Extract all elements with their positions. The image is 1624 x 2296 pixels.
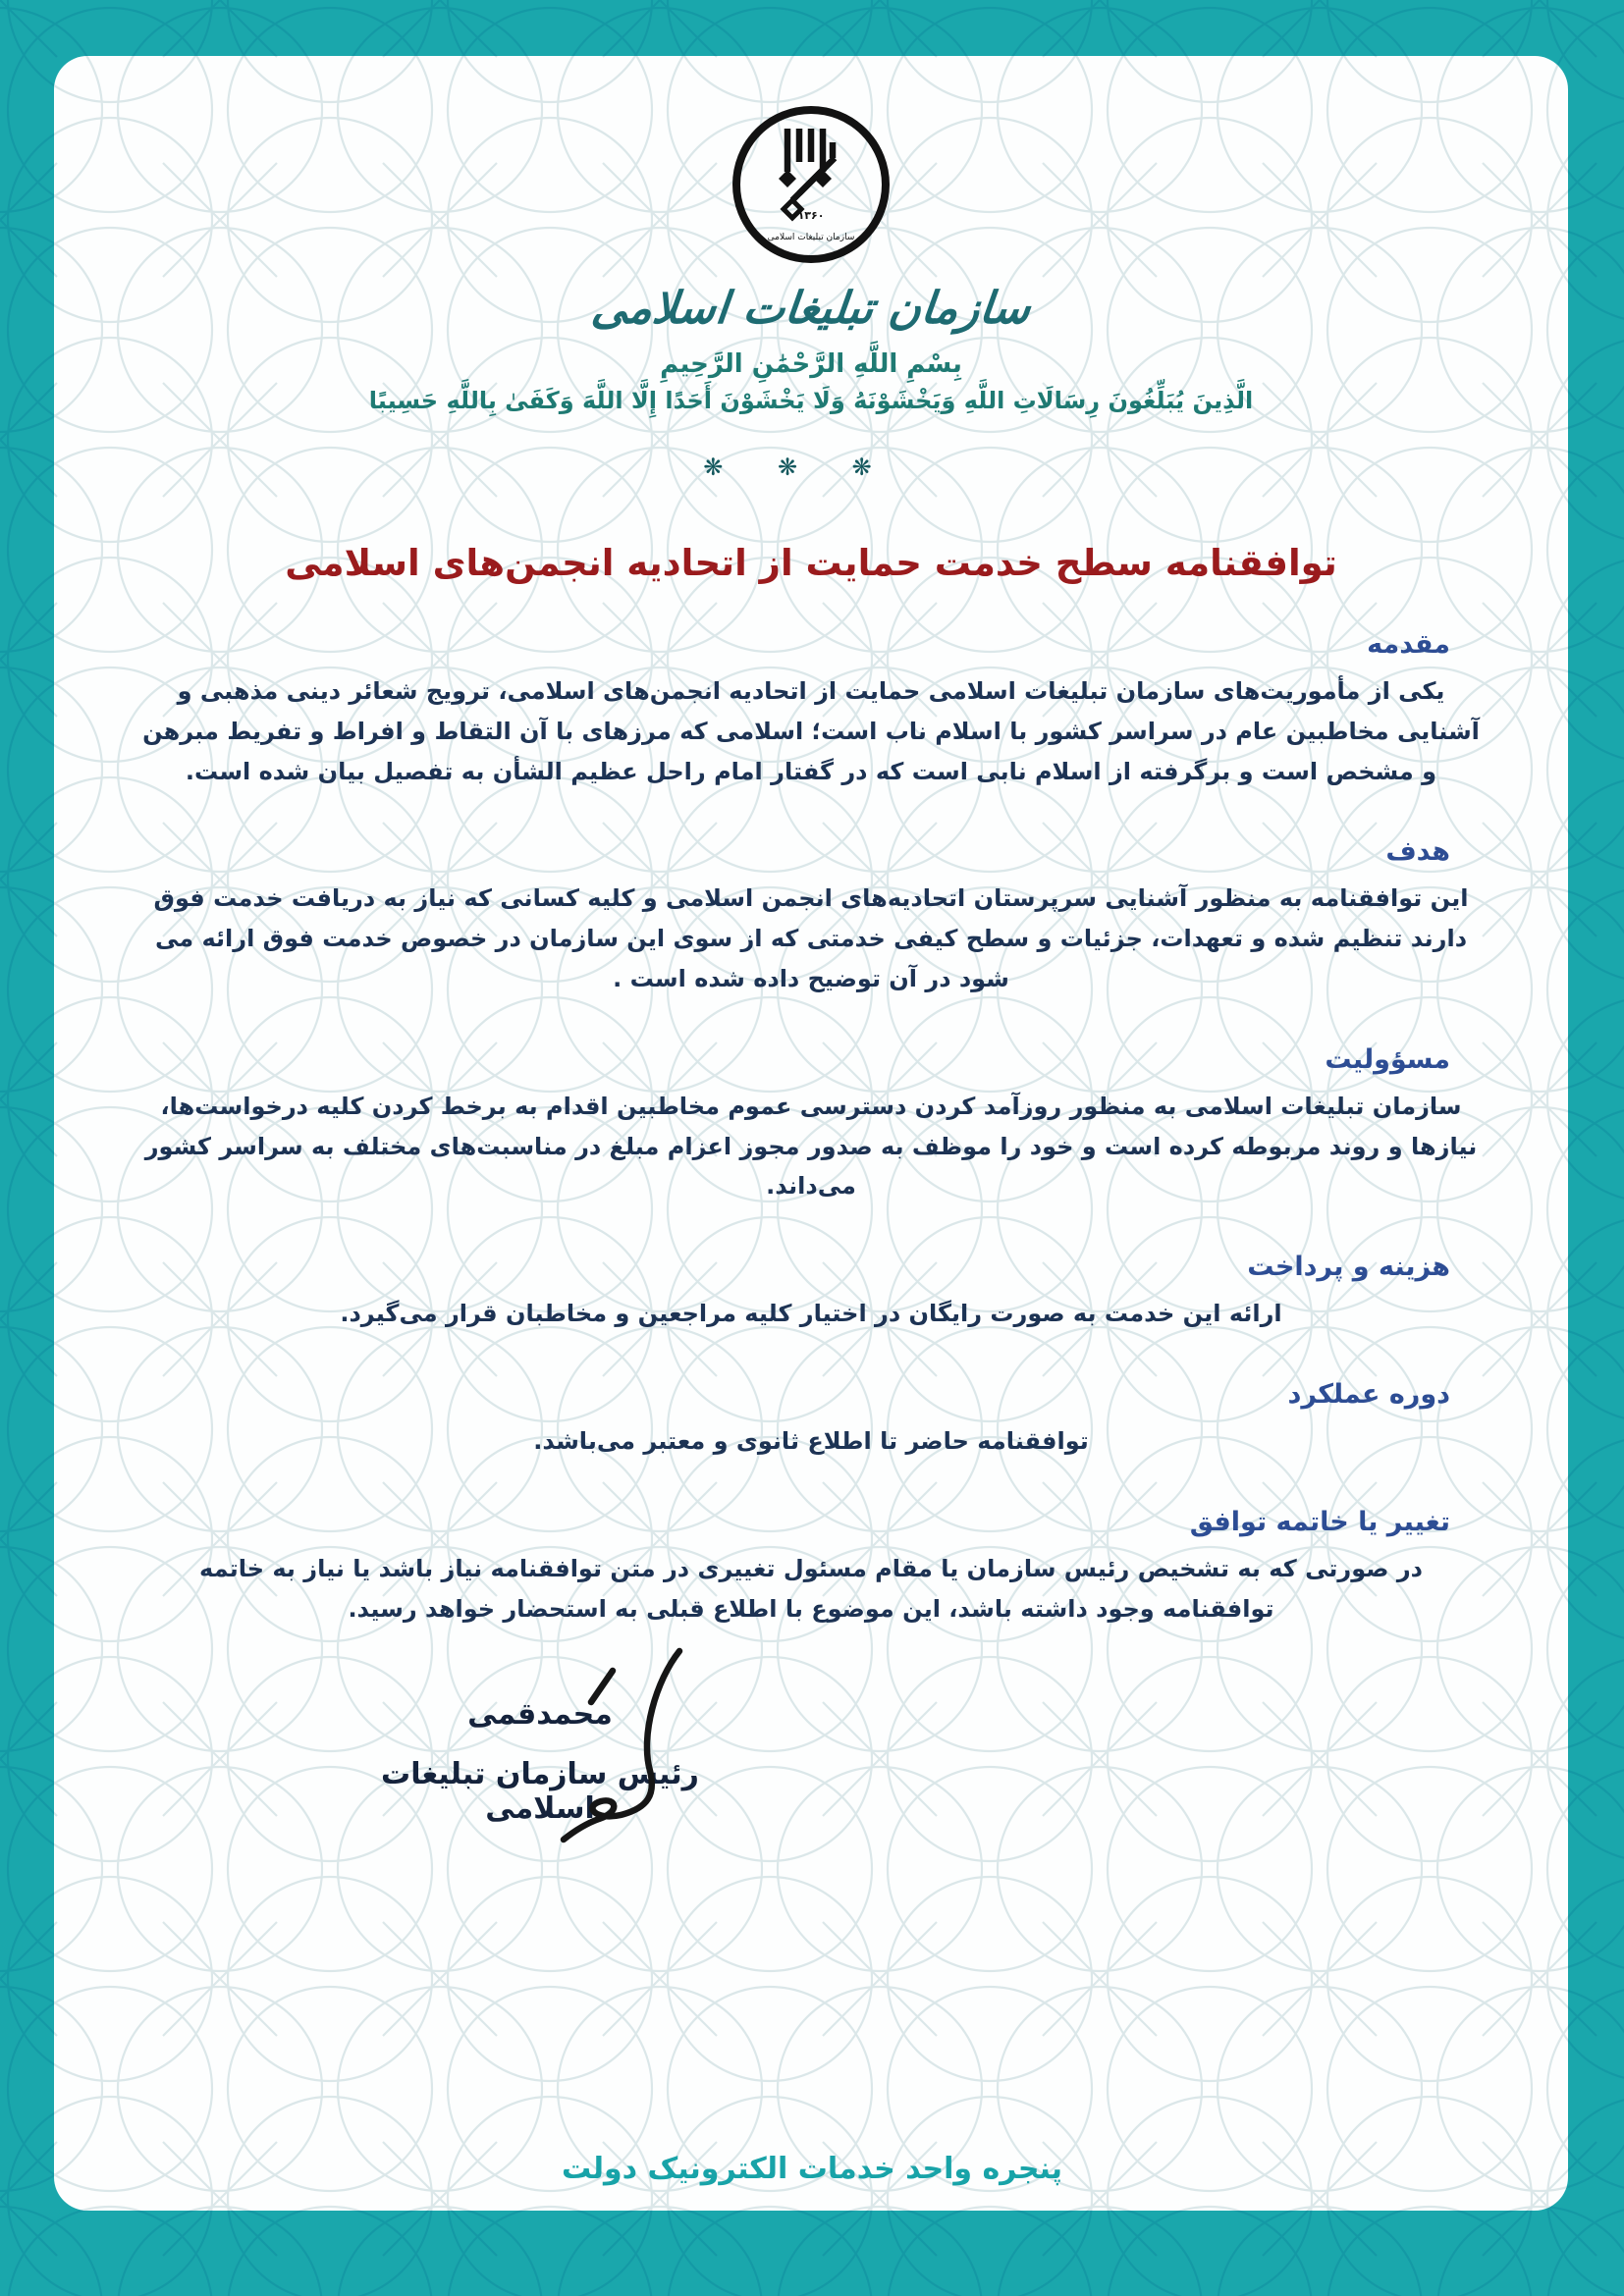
section-heading: تغییر یا خاتمه توافق	[1189, 1506, 1450, 1537]
signatory-name: محمدقمی	[467, 1697, 613, 1733]
handwritten-signature	[569, 1643, 717, 1859]
quran-verse-text: الَّذِينَ يُبَلِّغُونَ رِسَالَاتِ اللَّهِ وَيَخْشَوْنَهُ وَلَا يَخْشَوْنَ أَحَدًا إِلَّا اللَّهَ وَكَفَىٰ بِاللَّهِ حَسِيبًا	[368, 387, 1254, 414]
section-change-termination	[142, 1507, 1480, 1629]
section-heading: هزینه و پرداخت	[1247, 1252, 1450, 1283]
emblem-inner-name: سازمان تبلیغات اسلامی	[767, 233, 855, 242]
section-body: توافقنامه حاضر تا اطلاع ثانوی و معتبر می‌باشد.	[533, 1426, 1089, 1455]
section-cost-payment	[142, 1252, 1480, 1334]
document-content	[54, 56, 1568, 2211]
signature-block	[324, 1697, 756, 1826]
section-body: سازمان تبلیغات اسلامی به منظور روزآمد کردن دسترسی عموم مخاطبین اقدام به برخط کردن کلیه درخواست‌ها، نیازها و روند مربوطه کرده است و خود را موظف به صدور مجوز اعزام مبلغ در مناسبت‌های مختلف به سراسر کشور می‌داند.	[144, 1092, 1478, 1201]
section-heading: هدف	[1385, 836, 1450, 868]
section-introduction	[142, 629, 1480, 791]
section-responsibility	[142, 1044, 1480, 1206]
section-heading: مسؤولیت	[1325, 1043, 1450, 1075]
section-heading: مقدمه	[1367, 629, 1450, 660]
organization-name-calligraphy: سازمان تبلیغات اسلامی	[589, 282, 1033, 334]
document-title: توافقنامه سطح خدمت حمایت از اتحادیه انجمن‌های اسلامی	[285, 542, 1337, 584]
bismillah-text: بِسْمِ اللَّهِ الرَّحْمَٰنِ الرَّحِيمِ	[660, 349, 962, 379]
signatory-title: رئیس سازمان تبلیغات اسلامی	[381, 1757, 699, 1827]
logo-area	[142, 101, 1480, 272]
emblem-year: ۱۳۶۰	[797, 209, 825, 222]
section-performance-period	[142, 1379, 1480, 1462]
section-goal	[142, 836, 1480, 998]
footer-text: پنجره واحد خدمات الکترونیک دولت	[562, 2152, 1062, 2186]
section-body: ارائه این خدمت به صورت رایگان در اختیار کلیه مراجعین و مخاطبان قرار می‌گیرد.	[340, 1300, 1282, 1328]
ornament-separator: ❋ ❋ ❋	[703, 454, 895, 481]
section-body: یکی از مأموریت‌های سازمان تبلیغات اسلامی حمایت از اتحادیه انجمن‌های اسلامی، ترویج شعائر دینی مذهبی و آشنایی مخاطبین عام در سراسر کشور با اسلام ناب است؛ اسلامی که مرزهای با آن التقاط و افراط و تفریط مبرهن و مشخص است و برگرفته از اسلام نابی است که در گفتار امام راحل عظیم الشأن به تفصیل بیان شده است.	[142, 677, 1480, 785]
section-body: در صورتی که به تشخیص رئیس سازمان یا مقام مسئول تغییری در متن توافقنامه نیاز باشد یا نیاز به خاتمه توافقنامه وجود داشته باشد، این موضوع با اطلاع قبلی به استحضار خواهد رسید.	[199, 1554, 1423, 1623]
organization-emblem-icon	[728, 101, 894, 268]
section-heading: دوره عملکرد	[1287, 1378, 1450, 1410]
section-body: این توافقنامه به منظور آشنایی سرپرستان اتحادیه‌های انجمن اسلامی و کلیه کسانی که نیاز به دریافت خدمت فوق دارند تنظیم شده و تعهدات، جزئیات و سطح کیفی خدمتی که از سوی این سازمان در خصوص خدمت فوق ارائه می شود در آن توضیح داده شده است .	[153, 884, 1469, 992]
